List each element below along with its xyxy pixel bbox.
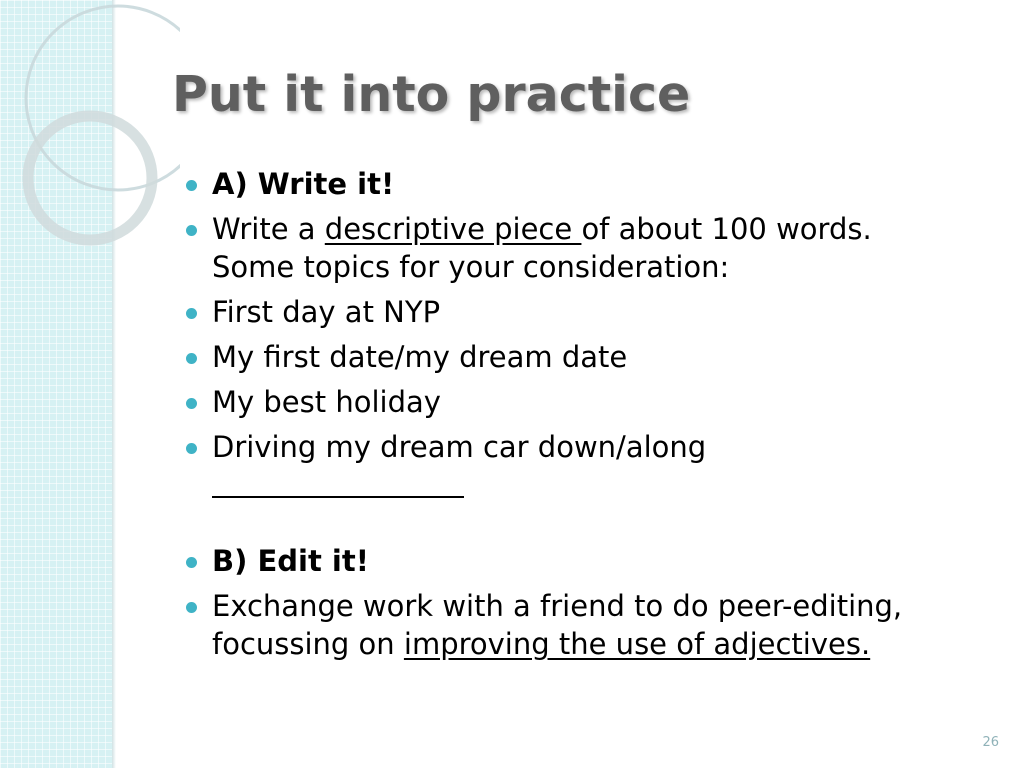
bullet-item bbox=[186, 210, 986, 286]
underlined-text: descriptive piece bbox=[324, 212, 582, 246]
slide-title: Put it into practice bbox=[172, 66, 691, 123]
bullet-item bbox=[186, 338, 986, 376]
underlined-text: improving the use of adjectives. bbox=[403, 627, 871, 661]
bullet-text: First day at NYP bbox=[212, 295, 441, 329]
bullet-text-continued: focussing on bbox=[212, 627, 404, 661]
bullet-text: B) Edit it! bbox=[212, 544, 369, 578]
large-ring bbox=[26, 6, 180, 190]
bullet-item bbox=[186, 383, 986, 421]
bullet-text-continued: Some topics for your consideration: bbox=[212, 250, 730, 284]
bullet-text: Driving my dream car down/along bbox=[212, 430, 707, 464]
fill-in-blank-line bbox=[212, 466, 464, 498]
decorative-circles bbox=[0, 0, 180, 270]
bullet-dot-icon bbox=[186, 398, 197, 409]
bullet-text: A) Write it! bbox=[212, 167, 395, 201]
bullet-item bbox=[186, 587, 986, 663]
bullet-text: Exchange work with a friend to do peer-editing, bbox=[212, 589, 903, 623]
bullet-dot-icon bbox=[186, 557, 197, 568]
bullet-dot-icon bbox=[186, 180, 197, 191]
bullet-text: My best holiday bbox=[212, 385, 441, 419]
bullet-text: Write a bbox=[212, 212, 325, 246]
bullet-dot-icon bbox=[186, 443, 197, 454]
slide-number: 26 bbox=[982, 735, 999, 750]
thick-ring bbox=[28, 116, 152, 240]
bullet-item bbox=[186, 293, 986, 331]
bullet-text: of about 100 words. bbox=[581, 212, 872, 246]
bullet-item bbox=[186, 542, 986, 580]
bullet-text: My first date/my dream date bbox=[212, 340, 628, 374]
bullet-item bbox=[186, 165, 986, 203]
bullet-dot-icon bbox=[186, 353, 197, 364]
bullet-dot-icon bbox=[186, 225, 197, 236]
bullet-item bbox=[186, 428, 986, 498]
bullet-list bbox=[186, 165, 986, 670]
bullet-dot-icon bbox=[186, 602, 197, 613]
bullet-dot-icon bbox=[186, 308, 197, 319]
